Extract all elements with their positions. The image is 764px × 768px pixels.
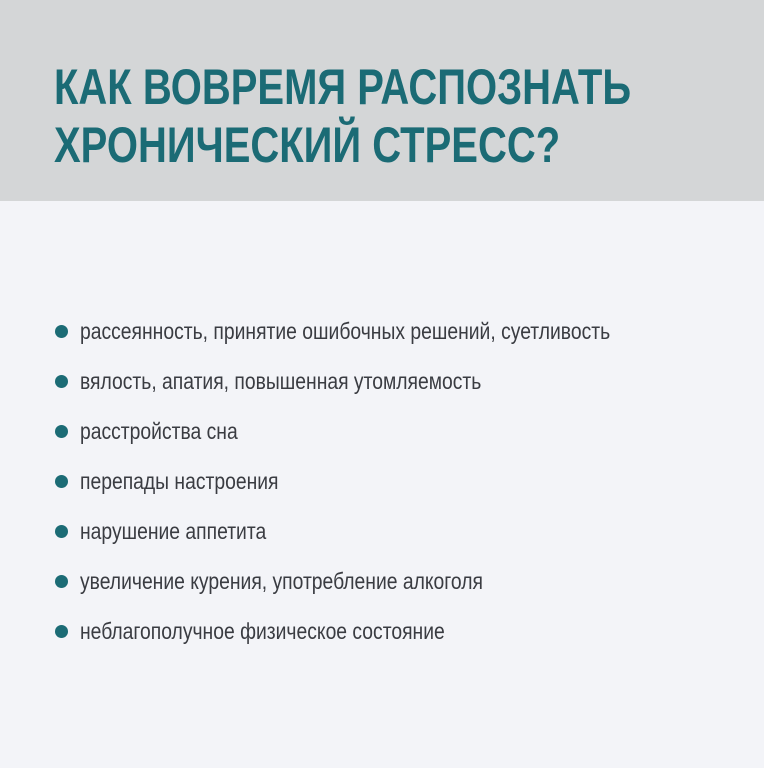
- list-item-text: расстройства сна: [80, 418, 238, 444]
- bullet-dot-icon: [55, 525, 68, 538]
- list-item-text: неблагополучное физическое состояние: [80, 618, 445, 644]
- bullet-dot-icon: [55, 375, 68, 388]
- list-item-text: нарушение аппетита: [80, 518, 267, 544]
- list-item-text: перепады настроения: [80, 468, 279, 494]
- list-item: [55, 606, 711, 656]
- list-item: [55, 306, 711, 356]
- list-item: [55, 356, 711, 406]
- list-item: [55, 456, 711, 506]
- bullet-dot-icon: [55, 475, 68, 488]
- bullet-dot-icon: [55, 625, 68, 638]
- page-title: [54, 58, 631, 174]
- page-title-line-1: КАК ВОВРЕМЯ РАСПОЗНАТЬ: [54, 59, 632, 115]
- symptom-list: [55, 306, 711, 656]
- bullet-dot-icon: [55, 325, 68, 338]
- list-item: [55, 556, 711, 606]
- list-item: [55, 406, 711, 456]
- page-title-line-2: ХРОНИЧЕСКИЙ СТРЕСС?: [54, 117, 561, 173]
- list-item-text: рассеянность, принятие ошибочных решений, суетливость: [80, 318, 611, 344]
- bullet-dot-icon: [55, 425, 68, 438]
- list-item-text: увеличение курения, употребление алкоголя: [80, 568, 483, 594]
- bullet-dot-icon: [55, 575, 68, 588]
- list-item: [55, 506, 711, 556]
- header-band: [0, 0, 764, 201]
- list-item-text: вялость, апатия, повышенная утомляемость: [80, 368, 482, 394]
